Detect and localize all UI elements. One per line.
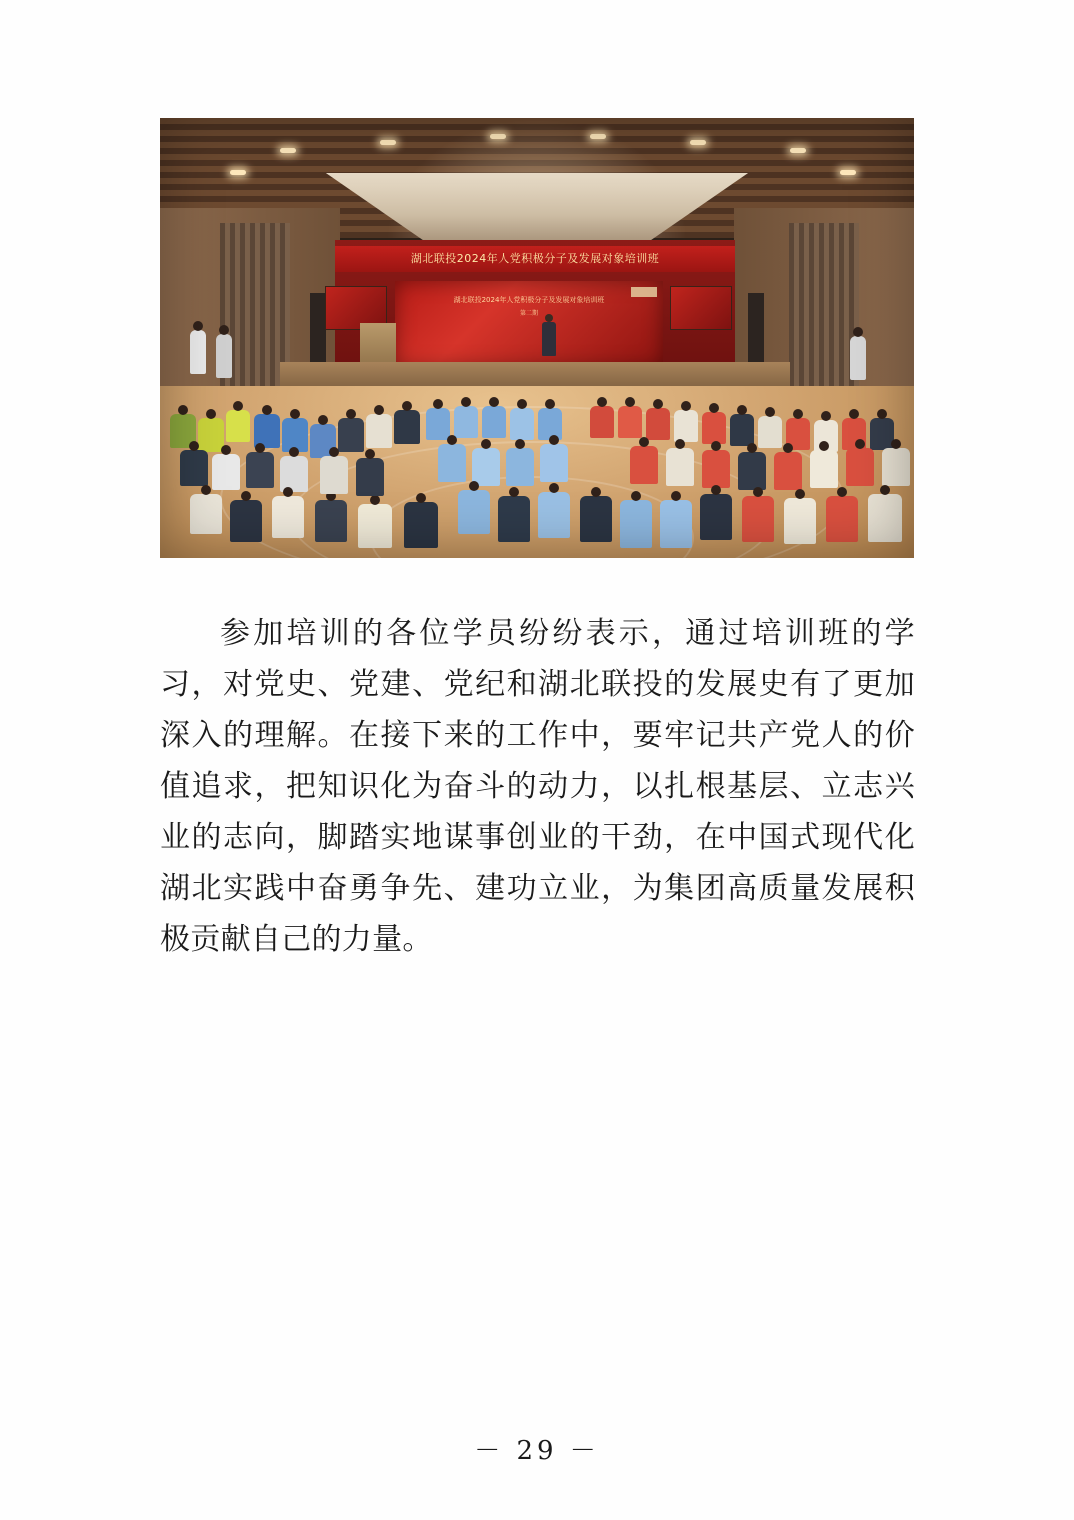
participant <box>868 494 902 542</box>
participant <box>356 458 384 496</box>
screen-logo <box>631 287 657 297</box>
participant <box>666 448 694 486</box>
participant <box>660 500 692 548</box>
ceiling-light <box>380 140 396 145</box>
participant <box>226 410 250 442</box>
observer <box>190 330 206 374</box>
participant <box>246 452 274 488</box>
participant <box>280 456 308 492</box>
participant <box>810 450 838 488</box>
participant <box>472 448 500 486</box>
led-screen-line2: 第二期 <box>519 310 538 317</box>
participant <box>538 492 570 538</box>
ceiling-light <box>590 134 606 139</box>
body-paragraph: 参加培训的各位学员纷纷表示，通过培训班的学习，对党史、党建、党纪和湖北联投的发展史有了更加深入的理解。在接下来的工作中，要牢记共产党人的价值追求，把知识化为奋斗的动力，以扎根基层、立志兴业的志向，脚踏实地谋事创业的干劲，在中国式现代化湖北实践中奋勇争先、建功立业，为集团高质量发展积极贡献自己的力量。 <box>160 616 915 957</box>
participant <box>702 450 730 488</box>
participant <box>618 406 642 438</box>
led-screen-line1: 湖北联投2024年人党积极分子及发展对象培训班 <box>453 296 605 304</box>
participant <box>366 414 392 448</box>
participant <box>774 452 802 490</box>
ceiling-light <box>490 134 506 139</box>
ceiling-light <box>840 170 856 175</box>
participant <box>426 408 450 440</box>
participant <box>338 418 364 452</box>
participant <box>404 502 438 548</box>
photo-scene <box>160 118 914 558</box>
participant <box>630 446 658 484</box>
ceiling-light <box>690 140 706 145</box>
stage-banner-text: 湖北联投2024年人党积极分子及发展对象培训班 <box>335 246 735 272</box>
participant <box>320 456 348 494</box>
participant <box>212 454 240 490</box>
speaker-tower-left <box>310 293 326 373</box>
participant <box>784 498 816 544</box>
participant <box>702 412 726 444</box>
speaker-body <box>542 322 556 356</box>
participant <box>758 416 782 448</box>
participant <box>882 448 910 486</box>
participant <box>272 496 304 538</box>
participant <box>700 494 732 540</box>
training-photo <box>160 118 914 558</box>
participant <box>646 408 670 440</box>
speaker-tower-right <box>748 293 764 373</box>
participant <box>620 500 652 548</box>
participant <box>580 496 612 542</box>
observer <box>216 334 232 378</box>
ceiling-light <box>230 170 246 175</box>
ceiling-light <box>280 148 296 153</box>
participant <box>730 414 754 446</box>
participant <box>510 408 534 440</box>
participant <box>482 406 506 438</box>
page-number: － 29 － <box>474 1436 600 1466</box>
participant <box>358 504 392 548</box>
speaker-person <box>542 314 556 360</box>
participant <box>180 450 208 486</box>
participant <box>540 444 568 482</box>
participant <box>590 406 614 438</box>
participant <box>742 496 774 542</box>
participant <box>498 496 530 542</box>
ceiling-light <box>790 148 806 153</box>
led-screen <box>395 281 663 367</box>
participant <box>674 410 698 442</box>
side-screen-right <box>670 286 732 330</box>
participant <box>394 410 420 444</box>
speaker-head <box>545 314 553 322</box>
observer <box>850 336 866 380</box>
participant <box>506 448 534 486</box>
participant <box>454 406 478 438</box>
participant <box>438 444 466 482</box>
participant <box>826 496 858 542</box>
participant <box>458 490 490 534</box>
participant <box>315 500 347 542</box>
participant <box>846 448 874 486</box>
participant <box>738 452 766 490</box>
participant <box>230 500 262 542</box>
participant <box>198 418 224 452</box>
participant <box>190 494 222 534</box>
